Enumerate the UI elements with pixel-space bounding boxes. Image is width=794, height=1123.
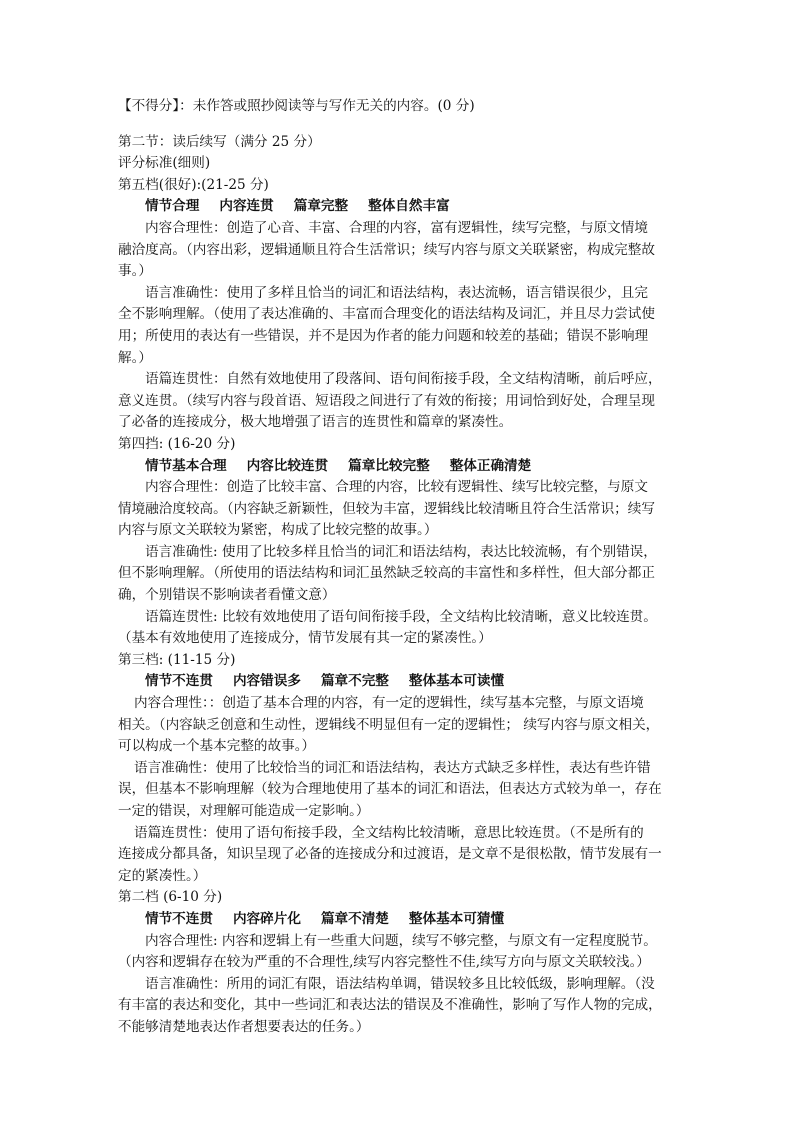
headline-criterion: 内容碎片化 — [232, 910, 301, 927]
grade-criterion-line: 内容合理性：：创造了基本合理的内容，有一定的逻辑性，续写基本完整，与原文语境 — [134, 695, 644, 712]
no-score-note: 【不得分】：未作答或照抄阅读等与写作无关的内容。(0 分) — [118, 98, 475, 114]
grade-criterion-line: 语言准确性：使用了多样且恰当的词汇和语法结构，表达流畅，语言错误很少，且完 — [145, 284, 648, 301]
grade-criterion-line: （基本有效地使用了连接成分，情节发展有其一定的紧凑性。） — [118, 630, 492, 647]
headline-criterion: 内容比较连贯 — [246, 457, 329, 474]
grade-criterion-line: 但不影响理解。（所使用的语法结构和词汇虽然缺乏较高的丰富性和多样性，但大部分都正 — [118, 565, 655, 582]
grade-criterion-line: 了必备的连接成分，极大地增强了语言的连贯性和篇章的紧凑性。 — [118, 414, 513, 431]
grade-criterion-line: 语言准确性: 使用了比较多样且恰当的词汇和语法结构，表达比较流畅，有个别错误， — [145, 543, 657, 560]
grade-title: 第三档: (11-15 分) — [118, 651, 236, 668]
grade-criterion-line: 融洽度高。（内容出彩，逻辑通顺且符合生活常识；续写内容与原文关联紧密，构成完整故 — [118, 241, 655, 258]
headline-criterion: 整体自然丰富 — [368, 198, 450, 215]
grade-list — [118, 175, 684, 1039]
grade-title: 第五档(很好):(21-25 分) — [118, 176, 269, 193]
headline-criterion: 情节不连贯 — [145, 673, 213, 690]
grade-criterion-line: 语篇连贯性: 比较有效地使用了语句间衔接手段，全文结构比较清晰，意义比较连贯。 — [145, 608, 657, 625]
headline-criterion: 篇章不完整 — [320, 673, 389, 690]
headline-criterion: 整体基本可读懂 — [408, 673, 505, 690]
headline-criterion: 内容连贯 — [219, 198, 274, 215]
grade-title: 第四挡: (16-20 分) — [118, 435, 236, 452]
spacer — [118, 118, 684, 132]
grade-criterion-line: 确，个别错误不影响读者看懂文意） — [118, 587, 336, 604]
grade-title: 第二档 (6-10 分) — [118, 889, 223, 906]
grade-criterion-line: 全不影响理解。（使用了表达准确的、丰富而合理变化的语法结构及词汇，并且尽力尝试使 — [118, 306, 655, 323]
grade-headline — [118, 671, 684, 693]
grade-criterion-line: 不能够清楚地表达作者想要表达的任务。） — [118, 1018, 370, 1035]
grade-criterion-line: （内容和逻辑存在较为严重的不合理性,续写内容完整性不佳,续写方向与原文关联较浅。） — [118, 954, 650, 971]
grade-criterion-line: 用；所使用的表达有一些错误，并不是因为作者的能力问题和较差的基础；错误不影响理 — [118, 327, 649, 344]
grade-criterion-line: 语言准确性：使用了比较恰当的词汇和语法结构，表达方式缺乏多样性，表达有些许错 — [134, 759, 651, 776]
headline-criterion: 整体正确清楚 — [449, 457, 532, 474]
grade-criterion-line: 事。） — [118, 263, 152, 280]
grade-criterion-line: 一定的错误，对理解可能造成一定影响。） — [118, 803, 370, 819]
grade-criterion-line: 语言准确性：所用的词汇有限，语法结构单调，错误较多且比较低级，影响理解。（没 — [145, 975, 655, 992]
headline-criterion: 整体基本可猜懂 — [408, 910, 505, 927]
grade-criterion-line: 情境融洽度较高。（内容缺乏新颖性，但较为丰富，逻辑线比较清晰且符合生活常识；续写 — [118, 500, 655, 517]
grade-headline — [118, 196, 684, 218]
grade-criterion-line: 相关。（内容缺乏创意和生动性，逻辑线不明显但有一定的逻辑性； 续写内容与原文相关， — [118, 716, 660, 733]
grade-criterion-line: 内容合理性：创造了比较丰富、合理的内容，比较有逻辑性、续写比较完整，与原文 — [145, 479, 648, 496]
grade-criterion-line: 解。） — [118, 349, 152, 366]
grade-criterion-line: 内容合理性: 内容和逻辑上有一些重大问题，续写不够完整，与原文有一定程度脱节。 — [145, 932, 657, 949]
headline-criterion: 内容错误多 — [232, 673, 301, 690]
standard-title: 评分标准(细则) — [118, 155, 211, 172]
grade-criterion-line: 定的紧凑性。） — [118, 867, 207, 884]
grade-headline — [118, 909, 684, 931]
grade-criterion-line: 可以构成一个基本完整的故事。） — [118, 738, 316, 755]
headline-criterion: 篇章比较完整 — [348, 457, 430, 474]
section-title: 第二节：读后续写（满分 25 分） — [118, 133, 321, 150]
document-body — [118, 96, 684, 1039]
grade-criterion-line: 意义连贯。（续写内容与段首语、短语段之间进行了有效的衔接；用词恰到好处，合理呈现 — [118, 392, 655, 409]
grade-criterion-line: 内容合理性：创造了心音、丰富、合理的内容，富有逻辑性，续写完整，与原文情境 — [145, 219, 648, 236]
grade-criterion-line: 语篇连贯性：使用了语句衔接手段，全文结构比较清晰，意思比较连贯。（不是所有的 — [134, 824, 644, 841]
headline-criterion: 情节不连贯 — [145, 910, 213, 927]
headline-criterion: 篇章完整 — [293, 198, 349, 215]
grade-criterion-line: 语篇连贯性：自然有效地使用了段落间、语句间衔接手段，全文结构清晰，前后呼应， — [145, 371, 662, 388]
headline-criterion: 篇章不清楚 — [320, 910, 389, 927]
headline-criterion: 情节基本合理 — [145, 457, 227, 474]
grade-criterion-line: 连接成分都具备，知识呈现了必备的连接成分和过渡语，是文章不是很松散，情节发展有一 — [118, 846, 662, 863]
grade-criterion-line: 内容与原文关联较为紧密，构成了比较完整的故事。） — [118, 522, 438, 539]
headline-criterion: 情节合理 — [145, 198, 200, 215]
grade-criterion-line: 有丰富的表达和变化，其中一些词汇和表达法的错误及不准确性，影响了写作人物的完成， — [118, 997, 662, 1014]
grade-criterion-line: 误，但基本不影响理解（较为合理地使用了基本的词汇和语法，但表达方式较为单一，存在 — [118, 781, 662, 798]
grade-headline — [118, 456, 684, 478]
